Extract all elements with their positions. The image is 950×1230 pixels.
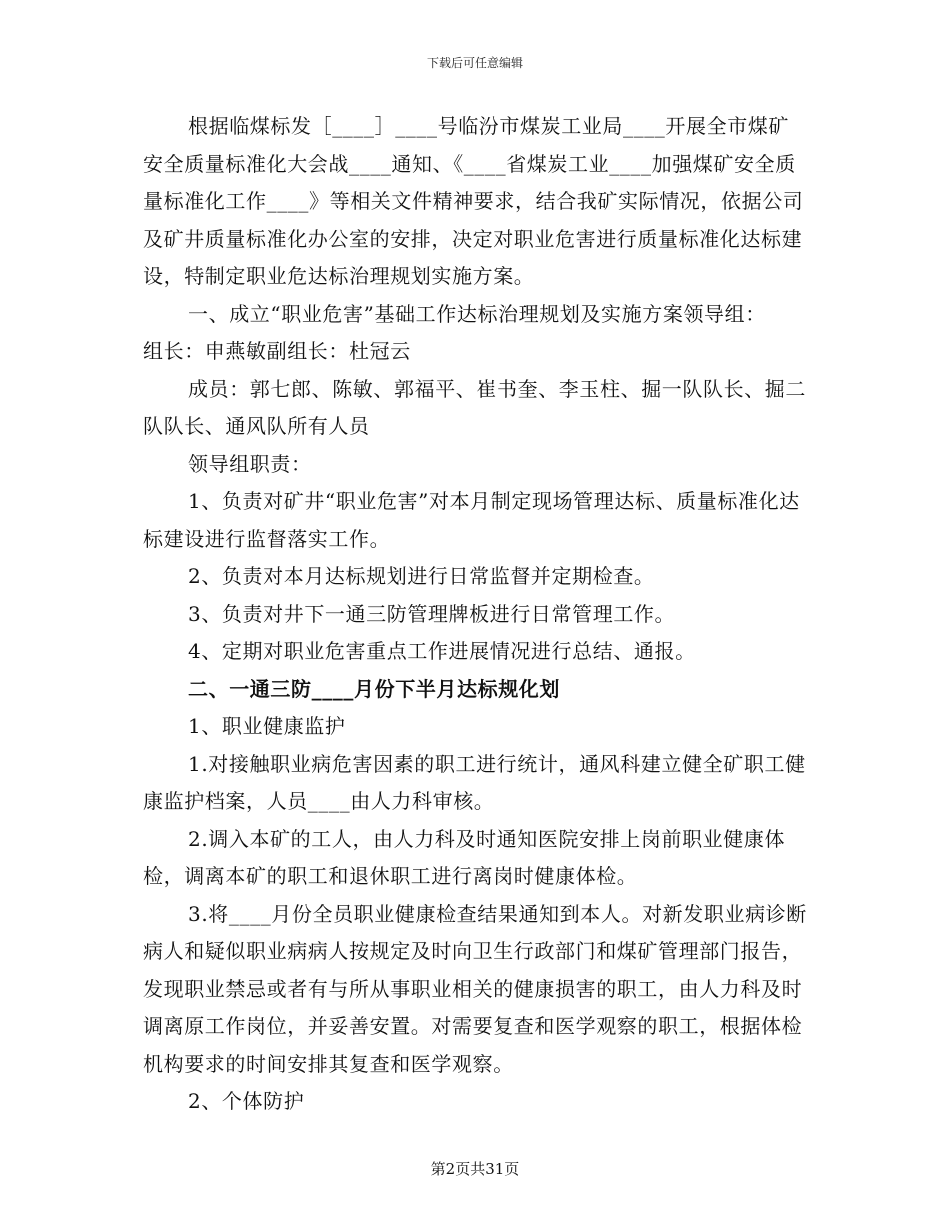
list-item-duty-3: 3、负责对井下一通三防管理牌板进行日常管理工作。 [188, 601, 676, 626]
paragraph-members: 成员：郭七郎、陈敏、郭福平、崔书奎、李玉柱、掘一队队长、掘二队队长、通风队所有人员 [143, 376, 806, 438]
section-heading-1: 一、成立“职业危害”基础工作达标治理规划及实施方案领导组： [188, 301, 766, 326]
header-note: 下载后可任意编辑 [426, 56, 523, 70]
subheading-personal-protection: 2、个体防护 [188, 1089, 305, 1113]
paragraph-duties-title: 领导组职责： [188, 451, 312, 476]
list-item-health-3: 3.将____月份全员职业健康检查结果通知到本人。对新发职业病诊断病人和疑似职业病病人按规定及时向卫生行政部门和煤矿管理部门报告，发现职业禁忌或者有与所从事职业相关的健康损害的职工，由人力科及时调离原工作岗位，并妥善安置。对需要复查和医学观察的职工，根据体检机构要求的时间安排其复查和医学观察。 [143, 901, 807, 1076]
list-item-health-2: 2.调入本矿的工人，由人力科及时通知医院安排上岗前职业健康体检，调离本矿的职工和退休职工进行离岗时健康体检。 [143, 826, 786, 888]
document-body [143, 108, 809, 1121]
subheading-health-monitoring: 1、职业健康监护 [188, 714, 346, 738]
list-item-health-1: 1.对接触职业病危害因素的职工进行统计，通风科建立健全矿职工健康监护档案，人员____由人力科审核。 [143, 751, 806, 813]
list-item-duty-4: 4、定期对职业危害重点工作进展情况进行总结、通报。 [188, 639, 696, 663]
list-item-duty-1: 1、负责对矿井“职业危害”对本月制定现场管理达标、质量标准化达标建设进行监督落实工作。 [143, 489, 800, 551]
list-item-duty-2: 2、负责对本月达标规划进行日常监督并定期检查。 [188, 564, 655, 588]
paragraph-leaders: 组长：申燕敏副组长：杜冠云 [143, 339, 411, 363]
paragraph-intro: 根据临煤标发［____］____号临汾市煤炭工业局____开展全市煤矿安全质量标准化大会战____通知、《____省煤炭工业____加强煤矿安全质量标准化工作____》等相关文件精神要求，结合我矿实际情况，依据公司及矿井质量标准化办公室的安排，决定对职业危害进行质量标准化达标建设，特制定职业危达标治理规划实施方案。 [143, 114, 804, 288]
page-number: 第2页共31页 [430, 1160, 520, 1178]
section-heading-2: 二、一通三防____月份下半月达标规化划 [188, 676, 560, 701]
